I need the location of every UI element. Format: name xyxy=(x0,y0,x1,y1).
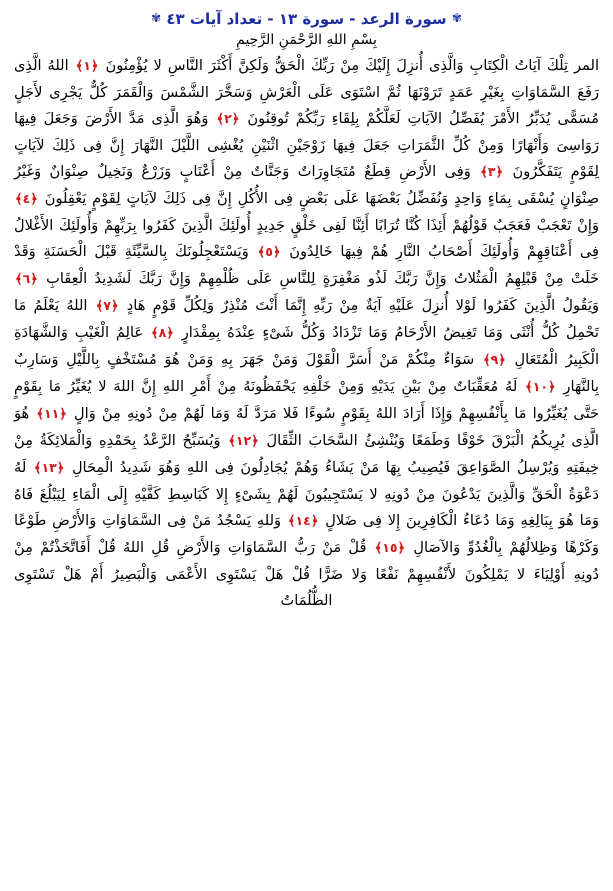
ayah-bracket-close: ﴾ xyxy=(374,541,383,556)
ayah-number: ٢ xyxy=(224,111,232,126)
ayah-number: ١٥ xyxy=(382,540,398,555)
surah-title-text: سورة الرعد - سورة ١٣ - تعداد آيات ٤٣ xyxy=(166,10,447,28)
ayah-number-marker xyxy=(374,535,407,562)
ayah-number-marker xyxy=(95,293,120,320)
ayah-bracket-open: ﴿ xyxy=(548,380,556,395)
ayah-bracket-close: ﴾ xyxy=(95,299,104,314)
ayah-bracket-open: ﴿ xyxy=(231,112,240,127)
ayah-number: ٦ xyxy=(22,271,31,286)
ayah-bracket-open: ﴿ xyxy=(30,272,38,287)
verse-text: وَيُسَبِّحُ الرَّعْدُ بِحَمْدِهِ وَالْمَلائِكَةُ مِنْ خِيفَتِهِ وَيُرْسِلُ الصَّوَاعِقَ فَيُصِيبُ بِهَا مَنْ يَشَاءُ وَهُمْ يُجَادِلُونَ فِى اللهِ وَهُوَ شَدِيدُ الْمِحَالِ xyxy=(14,432,599,476)
ayah-bracket-close: ﴾ xyxy=(287,514,296,529)
ayah-number: ٩ xyxy=(490,352,499,367)
ayah-bracket-open: ﴿ xyxy=(495,165,504,180)
ayah-number-marker xyxy=(150,320,175,347)
verse-text: وَإِنْ تَعْجَبْ فَعَجَبٌ قَوْلُهُمْ أَئِذَا كُنَّا تُرَابًا أَئِنَّا لَفِى خَلْقٍ جَدِيدٍ أُولَئِكَ الَّذِينَ كَفَرُوا بِرَبِّهِمْ وَأُولَئِكَ الأَغْلالُ فِى أَعْنَاقِهِمْ وَأُولَئِكَ أَصْحَابُ النَّارِ هُمْ فِيهَا خَالِدُونَ xyxy=(14,217,600,260)
ayah-number: ١١ xyxy=(44,406,60,421)
ayah-bracket-open: ﴿ xyxy=(56,461,65,476)
verse-text: اللهُ الَّذِى رَفَعَ السَّمَاوَاتِ بِغَيْرِ عَمَدٍ تَرَوْنَهَا ثُمَّ اسْتَوَى عَلَى الْعَرْشِ وَسَخَّرَ الشَّمْسَ وَالْقَمَرَ كُلٌّ يَجْرِى لأَجَلٍ مُسَمًّى يُدَبِّرُ الأَمْرَ يُفَصِّلُ الآيَاتِ لَعَلَّكُمْ بِلِقَاءِ رَبِّكُمْ تُوقِنُونَ xyxy=(14,57,599,127)
ayah-bracket-close: ﴾ xyxy=(15,192,23,207)
flower-ornament-right-icon: ✾ xyxy=(151,11,162,25)
verse-text: قُلْ مَنْ رَبُّ السَّمَاوَاتِ وَالأَرْضِ قُلِ اللهُ قُلْ أَفَاتَّخَذْتُمْ مِنْ دُونِهِ أَوْلِيَاءَ لا يَمْلِكُونَ لأَنْفُسِهِمْ نَفْعًا وَلا ضَرًّا قُلْ هَلْ يَسْتَوِى الأَعْمَى وَالْبَصِيرُ أَمْ هَلْ تَسْتَوِى الظُّلُمَاتُ xyxy=(14,539,599,609)
ayah-bracket-close: ﴾ xyxy=(525,380,533,395)
ayah-bracket-close: ﴾ xyxy=(15,272,23,287)
basmala: بِسْمِ اللهِ الرَّحْمَنِ الرَّحِيمِ xyxy=(236,32,377,48)
ayah-bracket-open: ﴿ xyxy=(110,299,119,314)
ayah-bracket-open: ﴿ xyxy=(310,514,319,529)
ayah-bracket-close: ﴾ xyxy=(36,407,45,422)
ayah-number-marker xyxy=(14,186,39,213)
ayah-bracket-open: ﴿ xyxy=(59,407,67,422)
flower-ornament-left-icon: ✾ xyxy=(451,11,462,25)
ayah-number: ١٤ xyxy=(295,513,311,528)
ayah-number: ١٣ xyxy=(41,460,57,475)
ayah-bracket-open: ﴿ xyxy=(397,541,406,556)
ayah-number-marker xyxy=(35,401,68,428)
ayah-bracket-close: ﴾ xyxy=(257,245,266,260)
ayah-number: ١٢ xyxy=(235,433,252,448)
ayah-bracket-open: ﴿ xyxy=(166,326,174,341)
verse-text: وَيَقُولُ الَّذِينَ كَفَرُوا لَوْلا أُنزِلَ عَلَيْهِ آيَةٌ مِنْ رَبِّهِ إِنَّمَا أَنْتَ مُنْذِرٌ وَلِكُلِّ قَوْمٍ هَادٍ xyxy=(119,297,599,314)
ayah-bracket-close: ﴾ xyxy=(480,165,488,180)
ayah-number: ٥ xyxy=(265,244,273,259)
ayah-number-marker xyxy=(33,455,66,482)
verse-text: وَللهِ يَسْجُدُ مَنْ فِى السَّمَاوَاتِ وَالأَرْضِ طَوْعًا وَكَرْهًا وَظِلالُهُمْ بِالْغُدُوِّ وَالآصَالِ xyxy=(14,512,599,556)
ayah-number-marker xyxy=(14,266,39,293)
verse-text: وَفِى الأَرْضِ قِطَعٌ مُتَجَاوِرَاتٌ وَجَنَّاتٌ مِنْ أَعْنَابٍ وَزَرْعٌ وَنَخِيلٌ صِنْوَانٌ وَغَيْرُ صِنْوَانٍ يُسْقَى بِمَاءٍ وَاحِدٍ وَنُفَضِّلُ بَعْضَهَا عَلَى بَعْضٍ فِى الأُكُلِ إِنَّ فِى ذَلِكَ لآيَاتٍ لِقَوْمٍ يَعْقِلُونَ xyxy=(14,163,599,207)
ayah-bracket-open: ﴿ xyxy=(90,59,99,74)
ayah-number-marker xyxy=(227,428,260,455)
ayah-number: ١ xyxy=(83,58,91,73)
verse-text: لَهُ دَعْوَةُ الْحَقِّ وَالَّذِينَ يَدْعُونَ مِنْ دُونِهِ لا يَسْتَجِيبُونَ لَهُمْ بِشَىْءٍ إِلا كَبَاسِطِ كَفَّيْهِ إِلَى الْمَاءِ لِيَبْلُغَ فَاهُ وَمَا هُوَ بِبَالِغِهِ وَمَا دُعَاءُ الْكَافِرِينَ إِلا فِى ضَلالٍ xyxy=(14,459,599,529)
verse-text: لَهُ مُعَقِّبَاتٌ مِنْ بَيْنِ يَدَيْهِ وَمِنْ خَلْفِهِ يَحْفَظُونَهُ مِنْ أَمْرِ اللهِ إِنَّ اللهَ لا يُغَيِّرُ مَا بِقَوْمٍ حَتَّى يُغَيِّرُوا مَا بِأَنْفُسِهِمْ وَإِذَا أَرَادَ اللهُ بِقَوْمٍ سُوءًا فَلا مَرَدَّ لَهُ وَمَا لَهُمْ مِنْ دُونِهِ مِنْ وَالٍ xyxy=(14,378,599,422)
verse-text: اللهُ يَعْلَمُ مَا تَحْمِلُ كُلُّ أُنْثَى وَمَا تَغِيضُ الأَرْحَامُ وَمَا تَزْدَادُ وَكُلُّ شَىْءٍ عِنْدَهُ بِمِقْدَارٍ xyxy=(14,297,599,341)
ayah-number-marker xyxy=(287,508,320,535)
ayah-number: ٨ xyxy=(158,325,167,340)
ayah-bracket-open: ﴿ xyxy=(272,245,281,260)
ayah-number-marker xyxy=(482,347,507,374)
ayah-number-marker xyxy=(524,374,557,401)
verse-text: عَالِمُ الْغَيْبِ وَالشَّهَادَةِ الْكَبِيرُ الْمُتَعَالِ xyxy=(14,324,599,368)
ayah-number: ٤ xyxy=(22,191,31,206)
ayah-bracket-close: ﴾ xyxy=(75,59,84,74)
verse-text: وَهُوَ الَّذِى مَدَّ الأَرْضَ وَجَعَلَ فِيهَا رَوَاسِىَ وَأَنْهَارًا وَمِنْ كُلِّ الثَّمَرَاتِ جَعَلَ فِيهَا زَوْجَيْنِ اثْنَيْنِ يُغْشِى اللَّيْلَ النَّهَارَ إِنَّ فِى ذَلِكَ لآيَاتٍ لِقَوْمٍ يَتَفَكَّرُونَ xyxy=(14,110,600,180)
verse-text: وَيَسْتَعْجِلُونَكَ بِالسَّيِّئَةِ قَبْلَ الْحَسَنَةِ وَقَدْ خَلَتْ مِنْ قَبْلِهِمُ الْمَثُلاتُ وَإِنَّ رَبَّكَ لَذُو مَغْفِرَةٍ لِلنَّاسِ عَلَى ظُلْمِهِمْ وَإِنَّ رَبَّكَ لَشَدِيدُ الْعِقَابِ xyxy=(14,243,599,287)
ayah-bracket-close: ﴾ xyxy=(482,353,491,368)
ayah-bracket-close: ﴾ xyxy=(33,461,42,476)
ayah-number-marker xyxy=(215,106,240,133)
ayah-number-marker xyxy=(257,239,282,266)
ayah-bracket-open: ﴿ xyxy=(30,192,38,207)
ayah-number-marker xyxy=(75,53,100,80)
ayah-number-marker xyxy=(479,159,504,186)
ayah-bracket-close: ﴾ xyxy=(228,434,236,449)
ayah-bracket-open: ﴿ xyxy=(498,353,506,368)
verse-text: هُوَ الَّذِى يُرِيكُمُ الْبَرْقَ خَوْفًا وَطَمَعًا وَيُنْشِئُ السَّحَابَ الثِّقَالَ xyxy=(14,405,599,449)
ayah-number: ١٠ xyxy=(532,379,548,394)
page-title xyxy=(14,10,599,28)
surah-body xyxy=(14,53,599,614)
ayah-bracket-open: ﴿ xyxy=(251,434,259,449)
ayah-number: ٧ xyxy=(103,298,111,313)
verse-text: سَوَاءٌ مِنْكُمْ مَنْ أَسَرَّ الْقَوْلَ وَمَنْ جَهَرَ بِهِ وَمَنْ هُوَ مُسْتَخْفٍ بِاللَّيْلِ وَسَارِبٌ بِالنَّهَارِ xyxy=(14,351,599,395)
ayah-bracket-close: ﴾ xyxy=(150,326,159,341)
verse-text: المر تِلْكَ آيَاتُ الْكِتَابِ وَالَّذِى أُنزِلَ إِلَيْكَ مِنْ رَبِّكَ الْحَقُّ وَلَكِنَّ أَكْثَرَ النَّاسِ لا يُؤْمِنُونَ xyxy=(99,57,599,74)
ayah-number: ٣ xyxy=(487,164,496,179)
ayah-bracket-close: ﴾ xyxy=(216,112,225,127)
